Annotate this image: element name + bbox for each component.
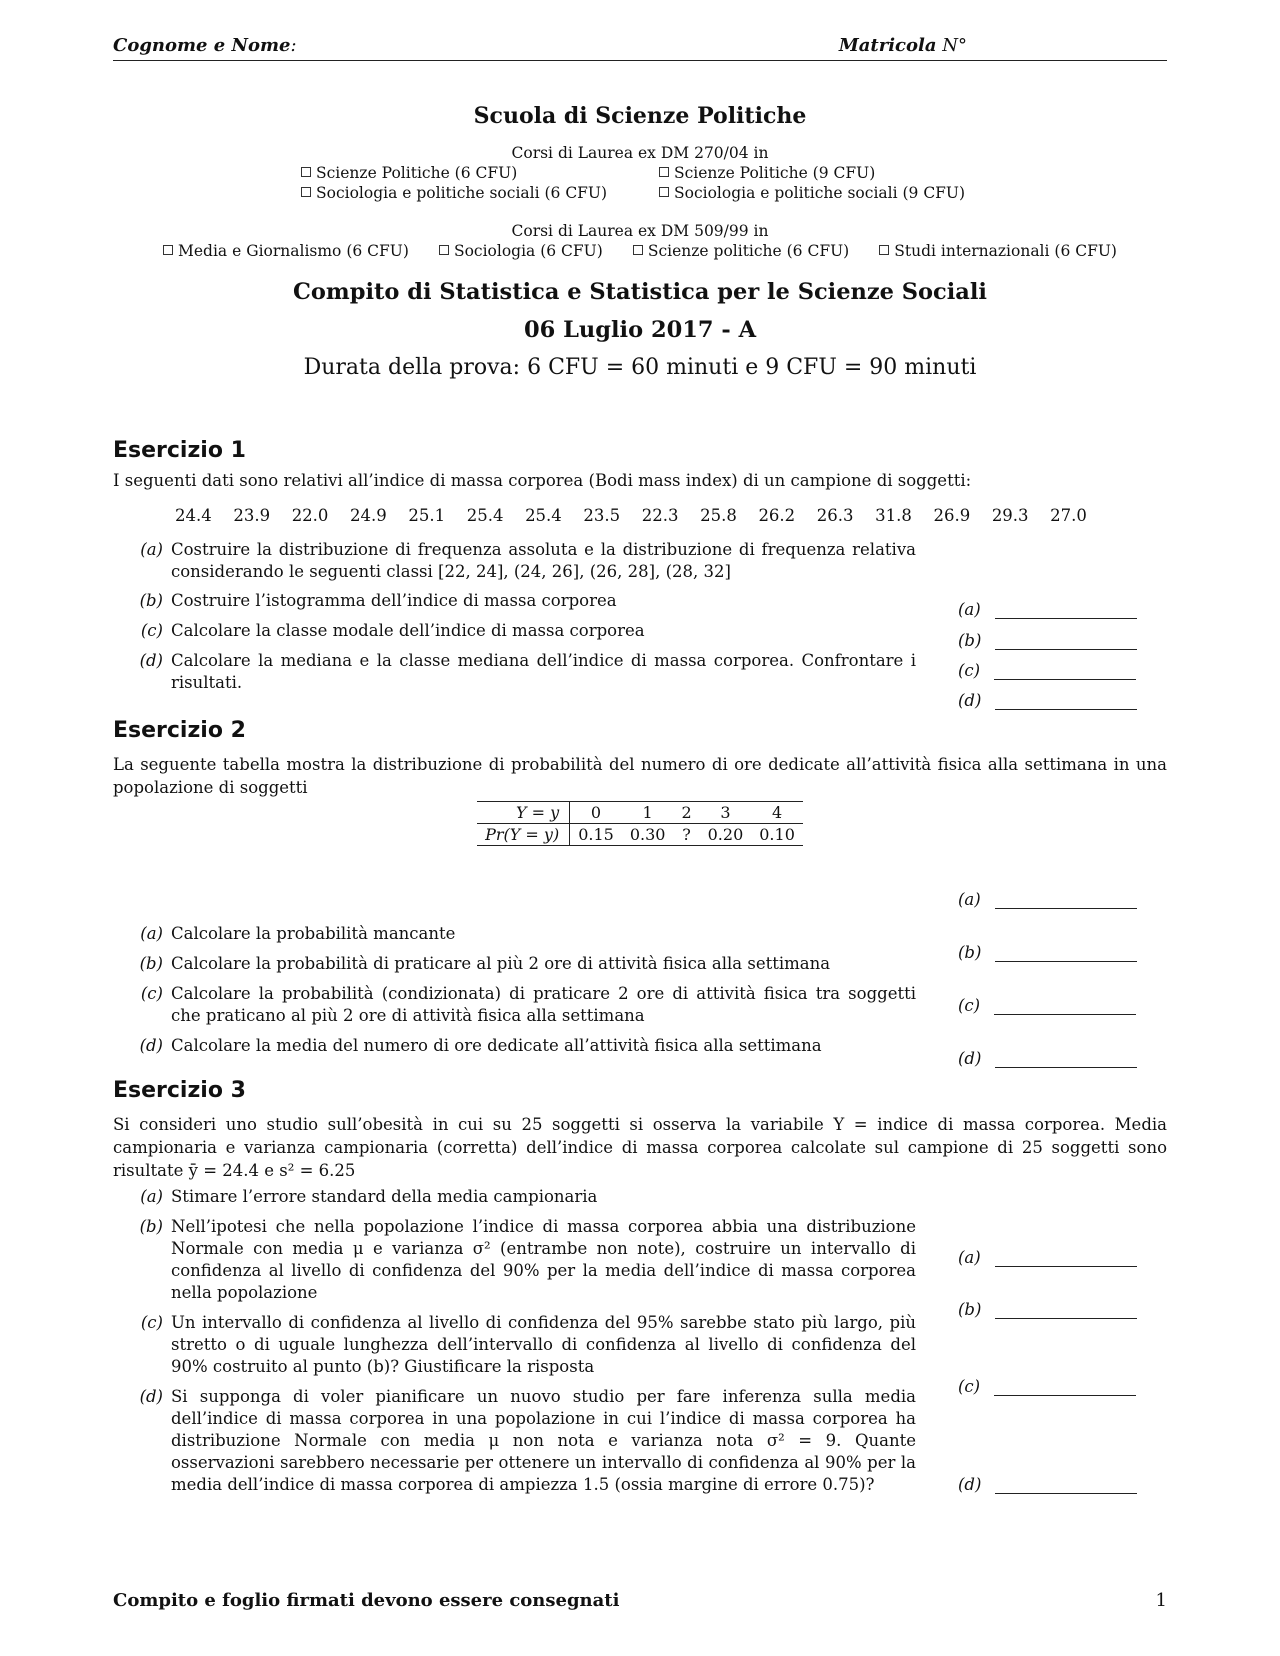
- question-label: (b): [139, 591, 163, 610]
- course-label: Scienze Politiche (9 CFU): [674, 164, 876, 182]
- answer-line-a[interactable]: [958, 1248, 1137, 1267]
- courses-509: [113, 221, 1167, 261]
- answer-label: (a): [958, 1248, 981, 1267]
- course-label: Scienze politiche (6 CFU): [647, 242, 850, 260]
- data-value: 25.8: [700, 506, 737, 525]
- exercise-title: Esercizio 2: [113, 718, 246, 743]
- exercise-title: Esercizio 1: [113, 438, 246, 463]
- matricola-label: Matricola: [838, 35, 937, 56]
- table-row: [477, 824, 803, 846]
- courses-270: [113, 143, 1167, 203]
- answer-line-d[interactable]: [958, 691, 1137, 710]
- course-label: Sociologia e politiche sociali (9 CFU): [674, 184, 966, 202]
- footer-note: Compito e foglio firmati devono essere consegnati: [113, 1590, 620, 1611]
- question-label: (c): [140, 1313, 163, 1332]
- answer-label: (c): [958, 661, 981, 680]
- exam-title: [113, 273, 1167, 349]
- answer-line-a[interactable]: [958, 600, 1137, 619]
- answer-line-a[interactable]: [958, 890, 1137, 909]
- exercise-intro: I seguenti dati sono relativi all’indice di massa corporea (Bodi mass index) di un campione di soggetti:: [113, 471, 972, 490]
- courses-509-heading: Corsi di Laurea ex DM 509/99 in: [511, 222, 769, 240]
- table-cell: 4: [751, 802, 803, 824]
- checkbox-icon[interactable]: [659, 187, 669, 197]
- table-cell: 0.20: [700, 824, 752, 846]
- question-label: (c): [140, 984, 163, 1003]
- course-label: Scienze Politiche (6 CFU): [316, 164, 518, 182]
- question-label: (d): [139, 1036, 163, 1055]
- answer-blank[interactable]: [994, 667, 1136, 680]
- exam-page: [113, 30, 1167, 1494]
- matricola-suffix: N°: [942, 35, 967, 56]
- answer-line-d[interactable]: [958, 1475, 1137, 1494]
- question-text: Un intervallo di confidenza al livello di confidenza del 95% sarebbe stato più largo, più stretto o di uguale lunghezza dell’intervallo di confidenza al livello di confidenza del 90% costruito al punto (b)? Giustificare la risposta: [171, 1313, 916, 1376]
- name-colon: :: [290, 35, 297, 56]
- question: [113, 983, 916, 1027]
- question: [113, 953, 916, 975]
- question: [113, 1035, 916, 1057]
- answer-blank[interactable]: [995, 949, 1137, 962]
- exercise-1: [113, 438, 1167, 710]
- course-checkbox[interactable]: [163, 241, 409, 261]
- course-label: Studi internazionali (6 CFU): [894, 242, 1117, 260]
- question: [113, 1312, 1167, 1378]
- exercise-intro: La seguente tabella mostra la distribuzione di probabilità del numero di ore dedicate all’attività fisica alla settimana in una popolazione di soggetti: [113, 755, 1167, 797]
- exercise-2: [113, 718, 1167, 1068]
- question-text: Stimare l’errore standard della media campionaria: [171, 1187, 598, 1206]
- course-label: Sociologia e politiche sociali (6 CFU): [316, 184, 608, 202]
- data-value: 25.4: [466, 506, 504, 525]
- table-cell: ?: [673, 824, 699, 846]
- header: [113, 30, 1167, 61]
- course-checkbox[interactable]: [439, 241, 603, 261]
- table-cell: 0.30: [622, 824, 674, 846]
- answer-blank[interactable]: [995, 1254, 1137, 1267]
- data-value: 26.9: [933, 506, 971, 525]
- question-label: (d): [139, 1387, 163, 1406]
- data-values: [113, 506, 1167, 525]
- exam-title-text: Compito di Statistica e Statistica per le Scienze Sociali: [293, 279, 987, 305]
- answer-line-c[interactable]: [958, 1377, 1136, 1396]
- course-checkbox[interactable]: [879, 241, 1117, 261]
- data-value: 24.9: [350, 506, 387, 525]
- data-value: 29.3: [991, 506, 1029, 525]
- table-row-header: Pr(Y = y): [477, 824, 570, 846]
- question-text: Calcolare la mediana e la classe mediana dell’indice di massa corporea. Confrontare i risultati.: [171, 651, 916, 692]
- checkbox-icon[interactable]: [163, 245, 173, 255]
- course-checkbox[interactable]: [301, 163, 659, 183]
- table-cell: 0.10: [751, 824, 803, 846]
- answer-label: (b): [958, 1300, 982, 1319]
- exercise-title: Esercizio 3: [113, 1078, 246, 1103]
- data-value: 22.0: [291, 506, 329, 525]
- question: [113, 923, 916, 945]
- answer-blank[interactable]: [995, 637, 1137, 650]
- footer: [113, 1590, 1167, 1611]
- question-text: Costruire l’istogramma dell’indice di massa corporea: [171, 591, 617, 610]
- question-text: Costruire la distribuzione di frequenza assoluta e la distribuzione di frequenza relativa considerando le seguenti classi [22, 24], (24, 26], (26, 28], (28, 32]: [171, 540, 916, 581]
- answer-line-d[interactable]: [958, 1049, 1137, 1068]
- courses-270-heading: Corsi di Laurea ex DM 270/04 in: [511, 144, 769, 162]
- table-row-header: Y = y: [477, 802, 570, 824]
- data-value: 27.0: [1050, 506, 1087, 525]
- probability-table: [477, 801, 803, 846]
- data-value: 24.4: [175, 506, 212, 525]
- question-label: (b): [139, 954, 163, 973]
- checkbox-icon[interactable]: [879, 245, 889, 255]
- answer-label: (d): [958, 1049, 982, 1068]
- answer-line-b[interactable]: [958, 943, 1137, 962]
- question-text: Si supponga di voler pianificare un nuovo studio per fare inferenza sulla media dell’indice di massa corporea in una popolazione in cui l’indice di massa corporea ha distribuzione Normale con media μ non nota e varianza nota σ² = 9. Quante osservazioni sarebbero necessarie per ottenere un intervallo di confidenza al 90% per la media dell’indice di massa corporea di ampiezza 1.5 (ossia margine di errore 0.75)?: [171, 1387, 916, 1494]
- answer-blank[interactable]: [995, 1306, 1137, 1319]
- question-text: Nell’ipotesi che nella popolazione l’indice di massa corporea abbia una distribuzione Normale con media μ e varianza σ² (entrambe non note), costruire un intervallo di confidenza al livello di confidenza del 90% per la media dell’indice di massa corporea nella popolazione: [171, 1217, 916, 1302]
- name-label: Cognome e Nome: [113, 35, 291, 56]
- data-value: 25.1: [408, 506, 446, 525]
- question-label: (b): [139, 1217, 163, 1236]
- table-cell: 0.15: [570, 824, 622, 846]
- question-list: [113, 923, 916, 1057]
- answer-label: (a): [958, 890, 981, 909]
- data-value: 26.2: [758, 506, 796, 525]
- answer-label: (c): [958, 1377, 981, 1396]
- page-number: 1: [1155, 1590, 1167, 1611]
- course-label: Sociologia (6 CFU): [453, 242, 603, 260]
- answer-blank[interactable]: [995, 697, 1137, 710]
- name-field[interactable]: [113, 35, 297, 56]
- course-checkbox[interactable]: [301, 183, 659, 203]
- table-cell: 0: [570, 802, 622, 824]
- checkbox-icon[interactable]: [301, 187, 311, 197]
- checkbox-icon[interactable]: [301, 167, 311, 177]
- question-label: (a): [140, 540, 163, 559]
- data-value: 22.3: [641, 506, 679, 525]
- question-label: (a): [140, 924, 163, 943]
- question-label: (c): [140, 621, 163, 640]
- question-text: Calcolare la media del numero di ore dedicate all’attività fisica alla settimana: [171, 1036, 822, 1055]
- question: [113, 539, 1167, 583]
- school-title: Scuola di Scienze Politiche: [473, 103, 807, 129]
- table-cell: 3: [700, 802, 752, 824]
- answer-label: (d): [958, 691, 982, 710]
- table-cell: 2: [673, 802, 699, 824]
- answer-line-b[interactable]: [958, 631, 1137, 650]
- answer-blank[interactable]: [994, 1383, 1136, 1396]
- answer-line-c[interactable]: [958, 661, 1136, 680]
- course-checkbox[interactable]: [633, 241, 849, 261]
- data-value: 26.3: [816, 506, 854, 525]
- answer-label: (b): [958, 631, 982, 650]
- exam-date: 06 Luglio 2017 - A: [523, 317, 757, 343]
- answer-blank[interactable]: [995, 1481, 1137, 1494]
- answer-label: (d): [958, 1475, 982, 1494]
- question-list: [113, 1186, 1167, 1496]
- exercise-intro: Si consideri uno studio sull’obesità in cui su 25 soggetti si osserva la variabile Y = indice di massa corporea. Media campionaria e varianza campionaria (corretta) dell’indice di massa corporea calcolate sul campione di 25 soggetti sono risultate ȳ = 24.4 e s² = 6.25: [113, 1115, 1167, 1180]
- table-row: [477, 802, 803, 824]
- question-text: Calcolare la classe modale dell’indice di massa corporea: [171, 621, 645, 640]
- answer-label: (b): [958, 943, 982, 962]
- question-label: (a): [140, 1187, 163, 1206]
- course-checkbox[interactable]: [659, 163, 979, 183]
- question-label: (d): [139, 651, 163, 670]
- course-label: Media e Giornalismo (6 CFU): [178, 242, 409, 260]
- question-text: Calcolare la probabilità (condizionata) di praticare 2 ore di attività fisica tra soggetti che praticano al più 2 ore di attività fisica alla settimana: [171, 984, 916, 1025]
- answer-blank[interactable]: [994, 1002, 1136, 1015]
- answer-label: (c): [958, 996, 981, 1015]
- answer-blank[interactable]: [995, 606, 1137, 619]
- answer-line-c[interactable]: [958, 996, 1136, 1015]
- answer-blank[interactable]: [995, 896, 1137, 909]
- exam-duration: Durata della prova: 6 CFU = 60 minuti e 9 CFU = 90 minuti: [303, 355, 977, 380]
- matricola-field[interactable]: [839, 35, 967, 56]
- checkbox-icon[interactable]: [633, 245, 643, 255]
- checkbox-icon[interactable]: [659, 167, 669, 177]
- data-value: 23.9: [233, 506, 271, 525]
- answer-label: (a): [958, 600, 981, 619]
- question-text: Calcolare la probabilità mancante: [171, 924, 456, 943]
- course-checkbox[interactable]: [659, 183, 979, 203]
- question: [113, 1186, 1167, 1208]
- answer-line-b[interactable]: [958, 1300, 1137, 1319]
- checkbox-icon[interactable]: [439, 245, 449, 255]
- data-value: 23.5: [583, 506, 621, 525]
- table-cell: 1: [622, 802, 674, 824]
- answer-blank[interactable]: [995, 1055, 1137, 1068]
- question-text: Calcolare la probabilità di praticare al più 2 ore di attività fisica alla settimana: [171, 954, 831, 973]
- data-value: 31.8: [875, 506, 912, 525]
- exercise-3: [113, 1078, 1167, 1496]
- data-value: 25.4: [525, 506, 562, 525]
